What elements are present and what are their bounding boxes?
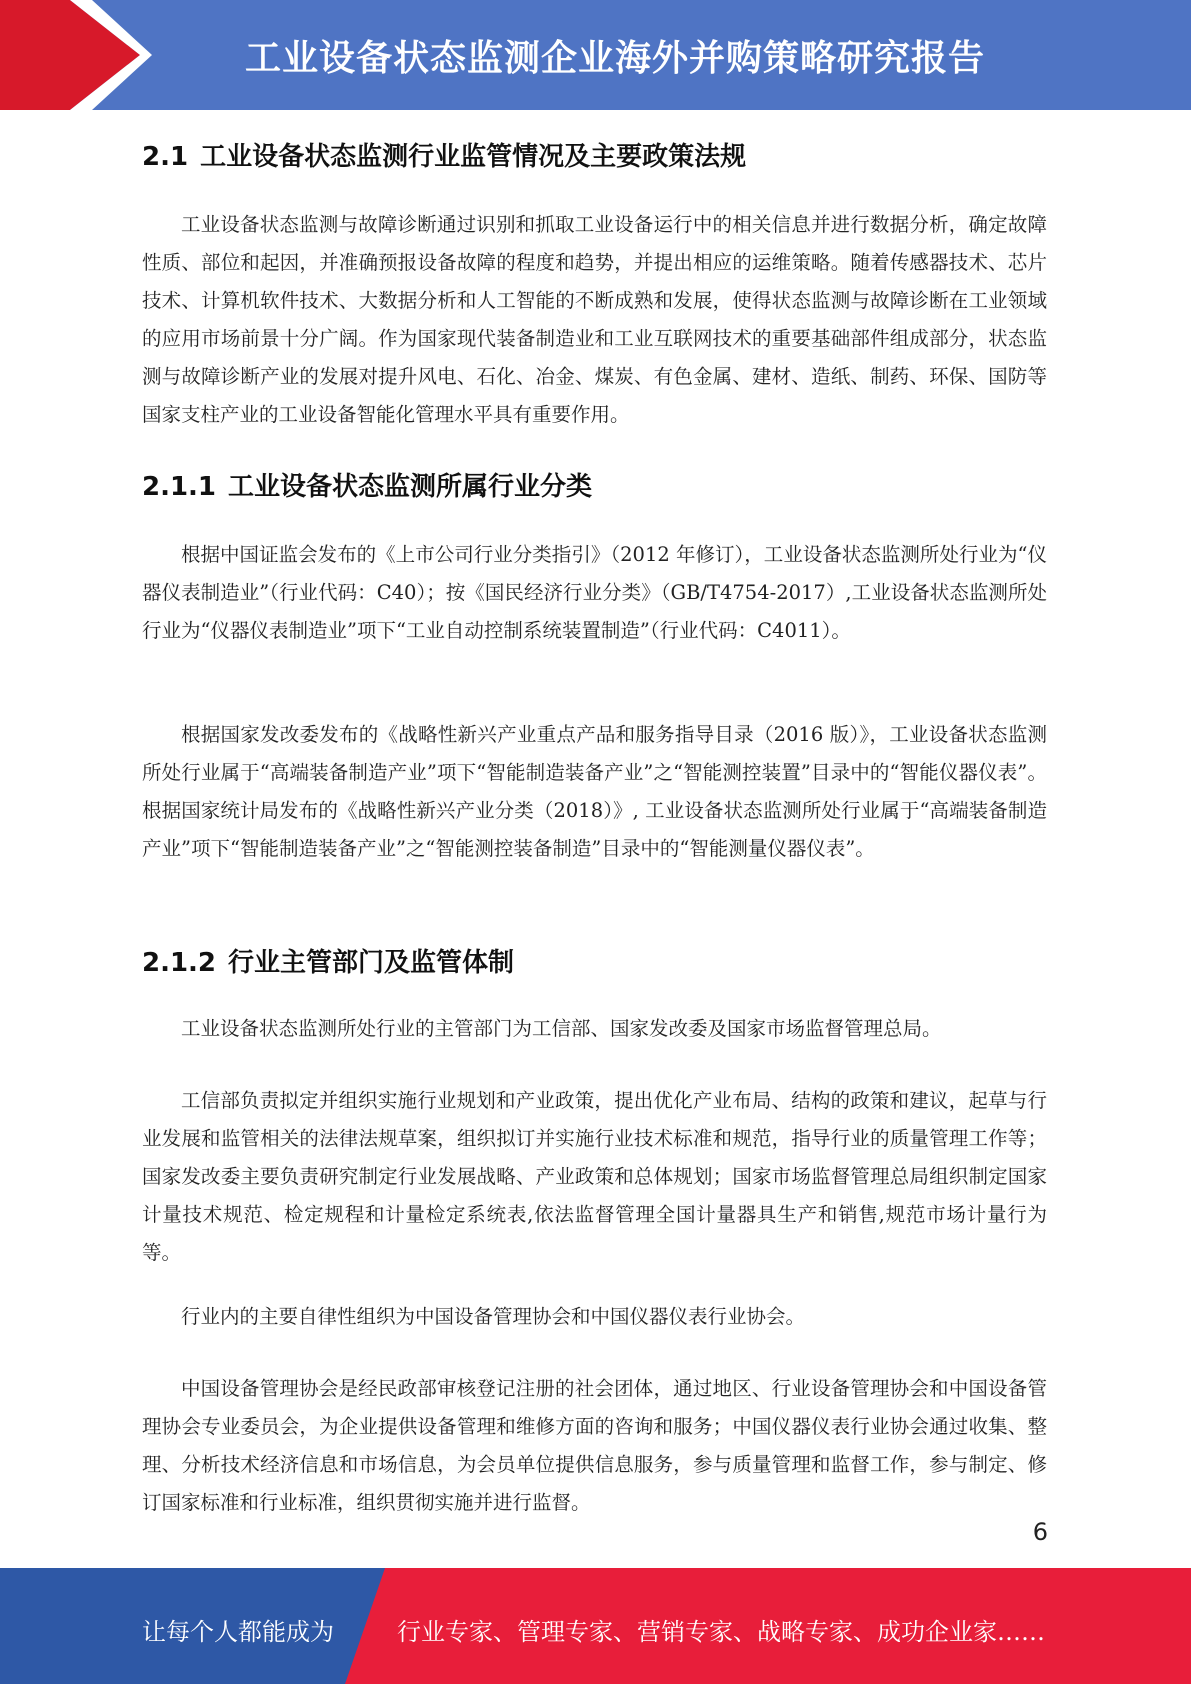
header-chevron-decoration (0, 0, 160, 110)
header-banner (0, 0, 1191, 110)
section-heading-2-1 (142, 136, 746, 173)
paragraph: 工业设备状态监测与故障诊断通过识别和抓取工业设备运行中的相关信息并进行数据分析，确定故障性质、部位和起因，并准确预报设备故障的程度和趋势，并提出相应的运维策略。随着传感器技术、芯片技术、计算机软件技术、大数据分析和人工智能的不断成熟和发展，使得状态监测与故障诊断在工业领域的应用市场前景十分广阔。作为国家现代装备制造业和工业互联网技术的重要基础部件组成部分，状态监测与故障诊断产业的发展对提升风电、石化、冶金、煤炭、有色金属、建材、造纸、制药、环保、国防等国家支柱产业的工业设备智能化管理水平具有重要作用。 (142, 213, 1047, 426)
paragraph: 根据中国证监会发布的《上市公司行业分类指引》（2012 年修订），工业设备状态监测所处行业为“仪器仪表制造业”（行业代码：C40）；按《国民经济行业分类》（GB/T4754-2017）,工业设备状态监测所处行业为“仪器仪表制造业”项下“工业自动控制系统装置制造”（行业代码：C4011）。 (142, 543, 1047, 642)
paragraph: 根据国家发改委发布的《战略性新兴产业重点产品和服务指导目录（2016 版）》，工业设备状态监测所处行业属于“高端装备制造产业”项下“智能制造装备产业”之“智能测控装置”目录中的“智能仪器仪表”。根据国家统计局发布的《战略性新兴产业分类（2018）》, 工业设备状态监测所处行业属于“高端装备制造产业”项下“智能制造装备产业”之“智能测控装备制造”目录中的“智能测量仪器仪表”。 (142, 723, 1047, 860)
section-number: 2.1 (142, 142, 189, 172)
section-title: 工业设备状态监测所属行业分类 (228, 472, 593, 502)
paragraph: 工信部负责拟定并组织实施行业规划和产业政策，提出优化产业布局、结构的政策和建议，起草与行业发展和监管相关的法律法规草案，组织拟订并实施行业技术标准和规范，指导行业的质量管理工作等；国家发改委主要负责研究制定行业发展战略、产业政策和总体规划；国家市场监督管理总局组织制定国家计量技术规范、检定规程和计量检定系统表,依法监督管理全国计量器具生产和销售,规范市场计量行为等。 (142, 1089, 1047, 1264)
section-title: 行业主管部门及监管体制 (228, 948, 515, 978)
section-heading-2-1-1 (142, 466, 592, 503)
report-title: 工业设备状态监测企业海外并购策略研究报告 (245, 38, 986, 79)
paragraph: 中国设备管理协会是经民政部审核登记注册的社会团体，通过地区、行业设备管理协会和中国设备管理协会专业委员会，为企业提供设备管理和维修方面的咨询和服务；中国仪器仪表行业协会通过收集、整理、分析技术经济信息和市场信息，为会员单位提供信息服务，参与质量管理和监督工作，参与制定、修订国家标准和行业标准，组织贯彻实施并进行监督。 (142, 1377, 1047, 1514)
section-number: 2.1.1 (142, 472, 217, 502)
paragraph: 工业设备状态监测所处行业的主管部门为工信部、国家发改委及国家市场监督管理总局。 (181, 1017, 942, 1040)
footer-slogan-left: 让每个人都能成为 (142, 1618, 334, 1646)
footer-slogan-right: 行业专家、管理专家、营销专家、战略专家、成功企业家…… (397, 1618, 1045, 1646)
footer-banner (0, 1568, 1191, 1684)
section-number: 2.1.2 (142, 948, 217, 978)
section-title: 工业设备状态监测行业监管情况及主要政策法规 (200, 142, 747, 172)
section-heading-2-1-2 (142, 942, 514, 979)
paragraph: 行业内的主要自律性组织为中国设备管理协会和中国仪器仪表行业协会。 (181, 1305, 806, 1328)
page-number: 6 (1032, 1518, 1048, 1546)
